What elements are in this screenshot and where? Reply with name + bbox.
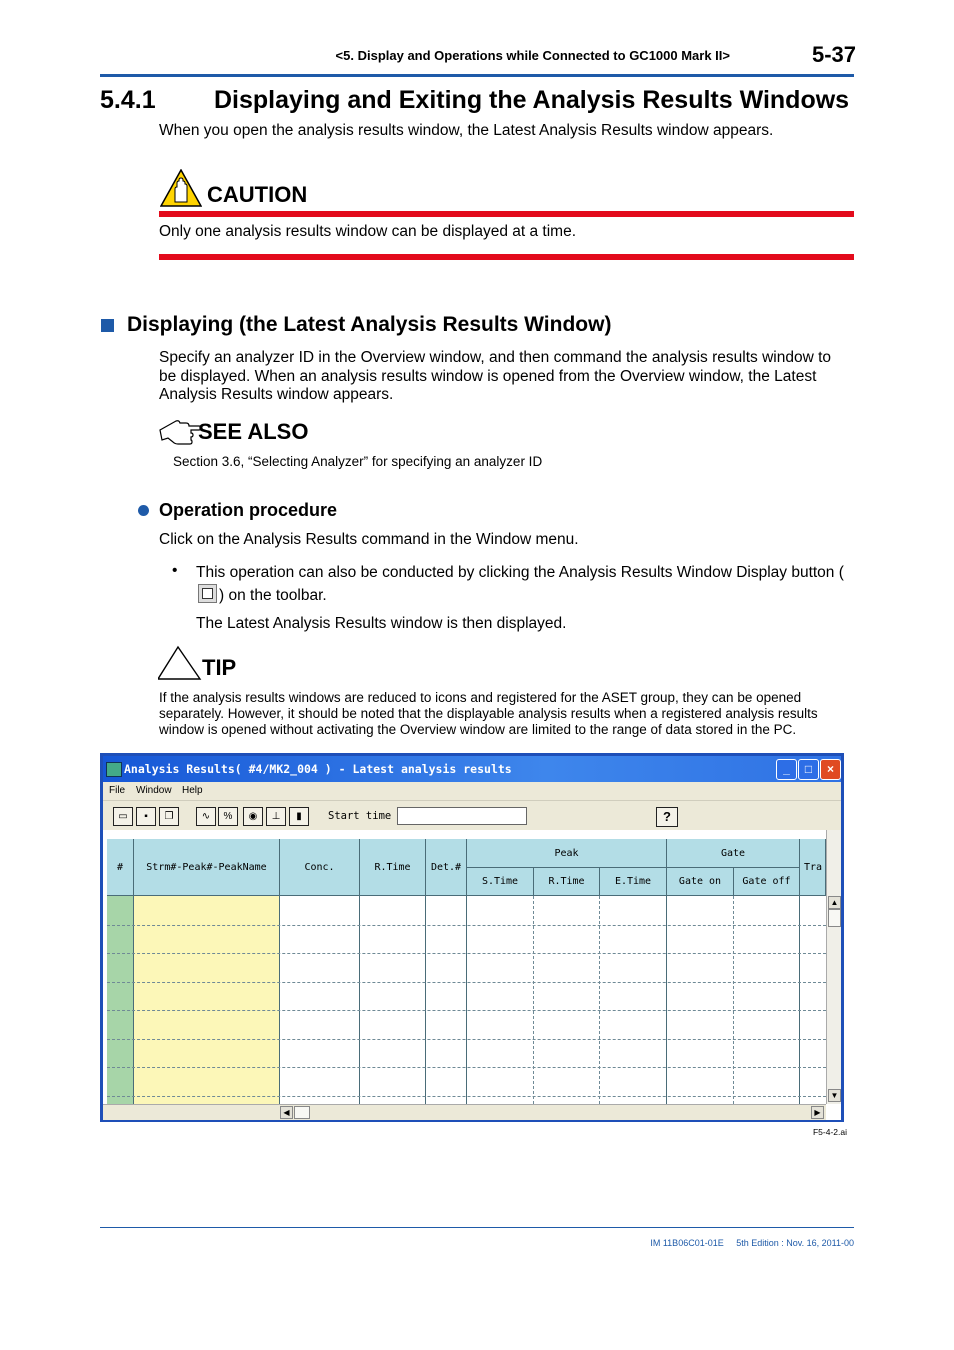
section-title: [100, 86, 860, 115]
peak-etime-column: [600, 896, 667, 1104]
menu-file[interactable]: File: [109, 785, 126, 796]
row-divider: [107, 925, 826, 926]
copy-icon[interactable]: ❐: [159, 807, 179, 826]
col-header-peak[interactable]: Peak: [467, 839, 667, 868]
section-number: 5.4.1: [100, 86, 156, 114]
tip-triangle-icon: [158, 645, 202, 681]
scroll-left-icon[interactable]: ◀: [280, 1106, 293, 1119]
flask-icon[interactable]: ⊥: [266, 807, 286, 826]
operation-bullet-icon: [138, 505, 149, 516]
chromatogram-icon[interactable]: ∿: [196, 807, 216, 826]
col-header-peak-rtime[interactable]: R.Time: [534, 868, 600, 896]
operation-title: Operation procedure: [159, 500, 338, 520]
bullet-text: [196, 562, 846, 607]
col-header-conc[interactable]: Conc.: [280, 839, 360, 896]
open-icon[interactable]: ▭: [113, 807, 133, 826]
row-divider: [107, 1039, 826, 1040]
see-also-label: SEE ALSO: [198, 419, 309, 444]
col-header-peak-stime[interactable]: S.Time: [467, 868, 534, 896]
col-header-gate[interactable]: Gate: [667, 839, 800, 868]
see-also-text: Section 3.6, “Selecting Analyzer” for specifying an analyzer ID: [173, 454, 543, 469]
caution-bottom-bar: [159, 254, 854, 260]
menu-help[interactable]: Help: [182, 785, 203, 796]
caution-top-bar: [159, 211, 854, 217]
start-time-input[interactable]: [397, 807, 527, 825]
globe-icon[interactable]: ◉: [243, 807, 263, 826]
help-button[interactable]: ?: [656, 807, 678, 827]
start-time-label: Start time: [328, 810, 392, 822]
cylinder-icon[interactable]: ▮: [289, 807, 309, 826]
maximize-icon[interactable]: □: [798, 759, 819, 780]
footer: [500, 1238, 854, 1248]
app-icon: [106, 762, 122, 777]
operation-step: Click on the Analysis Results command in the Window menu.: [159, 531, 579, 548]
tra-column: [800, 896, 826, 1104]
minimize-icon[interactable]: _: [776, 759, 797, 780]
bullet-text-after: ) on the toolbar.: [219, 587, 327, 604]
page-number: 5-37: [811, 42, 856, 67]
footer-doc: IM 11B06C01-01E: [650, 1238, 724, 1248]
caution-label: CAUTION: [207, 182, 308, 207]
col-header-tra[interactable]: Tra: [800, 839, 826, 896]
col-header-strm[interactable]: Strm#-Peak#-PeakName: [134, 839, 280, 896]
close-icon[interactable]: ×: [820, 759, 841, 780]
row-divider: [107, 953, 826, 954]
results-grid: [103, 830, 841, 1120]
percent-icon[interactable]: %: [218, 807, 238, 826]
rtime-column: [360, 896, 426, 1104]
col-header-rtime[interactable]: R.Time: [360, 839, 426, 896]
horizontal-scrollbar[interactable]: [103, 1104, 826, 1120]
subsection-title: Displaying (the Latest Analysis Results Window): [127, 313, 612, 336]
menu-window[interactable]: Window: [136, 785, 172, 796]
col-header-gate-off[interactable]: Gate off: [734, 868, 800, 896]
scroll-right-icon[interactable]: ▶: [811, 1106, 824, 1119]
gate-on-column: [667, 896, 734, 1104]
window-title: Analysis Results( #4/MK2_004 ) - Latest analysis results: [124, 762, 512, 776]
col-header-num[interactable]: #: [107, 839, 134, 896]
strm-column: [134, 896, 280, 1104]
det-column: [426, 896, 467, 1104]
subsection-square-icon: [101, 319, 114, 332]
operation-result: The Latest Analysis Results window is then displayed.: [196, 615, 567, 632]
footer-edition: 5th Edition : Nov. 16, 2011-00: [736, 1238, 854, 1248]
conc-column: [280, 896, 360, 1104]
tip-text: If the analysis results windows are reduced to icons and registered for the ASET group, they can be opened separately. However, it should be noted that the displayable analysis results when a registered analysis results window is opened without activating the Overview window are limited to the range of data stored in the PC.: [159, 690, 818, 737]
chapter-heading: <5. Display and Operations while Connected to GC1000 Mark II>: [335, 48, 730, 63]
scroll-thumb[interactable]: [828, 909, 841, 927]
figure-id: F5-4-2.ai: [812, 1127, 847, 1137]
row-divider: [107, 1096, 826, 1097]
header-rule: [100, 74, 854, 77]
analysis-results-button-icon: [198, 584, 217, 603]
scroll-up-icon[interactable]: ▲: [828, 896, 841, 909]
pointing-hand-icon: [158, 418, 202, 448]
col-header-det[interactable]: Det.#: [426, 839, 467, 896]
peak-stime-column: [467, 896, 534, 1104]
subsection-paragraph: Specify an analyzer ID in the Overview window, and then command the analysis results window to be displayed. When an analysis results window is opened from the Overview window, the Latest Analysis Results window appears.: [159, 349, 832, 403]
caution-text: Only one analysis results window can be displayed at a time.: [159, 223, 576, 240]
toolbar: [103, 800, 841, 830]
bullet-text-before: This operation can also be conducted by clicking the Analysis Results Window Display button (: [196, 564, 844, 581]
row-divider: [107, 1010, 826, 1011]
hscroll-thumb[interactable]: [294, 1106, 310, 1119]
section-title-text: Displaying and Exiting the Analysis Results Windows: [214, 86, 850, 114]
peak-rtime-column: [534, 896, 600, 1104]
menu-bar: [103, 782, 841, 800]
col-header-gate-on[interactable]: Gate on: [667, 868, 734, 896]
row-divider: [107, 1067, 826, 1068]
window-titlebar[interactable]: [103, 756, 841, 782]
tip-label: TIP: [202, 655, 237, 680]
num-column: [107, 896, 134, 1104]
save-icon[interactable]: ▪: [136, 807, 156, 826]
bullet-marker: •: [172, 562, 178, 579]
section-intro: When you open the analysis results window, the Latest Analysis Results window appears.: [159, 122, 774, 139]
row-divider: [107, 982, 826, 983]
caution-hand-icon: [160, 169, 202, 207]
col-header-peak-etime[interactable]: E.Time: [600, 868, 667, 896]
footer-rule: [100, 1227, 854, 1228]
vertical-scrollbar[interactable]: [826, 830, 841, 1104]
scroll-down-icon[interactable]: ▼: [828, 1089, 841, 1102]
gate-off-column: [734, 896, 800, 1104]
